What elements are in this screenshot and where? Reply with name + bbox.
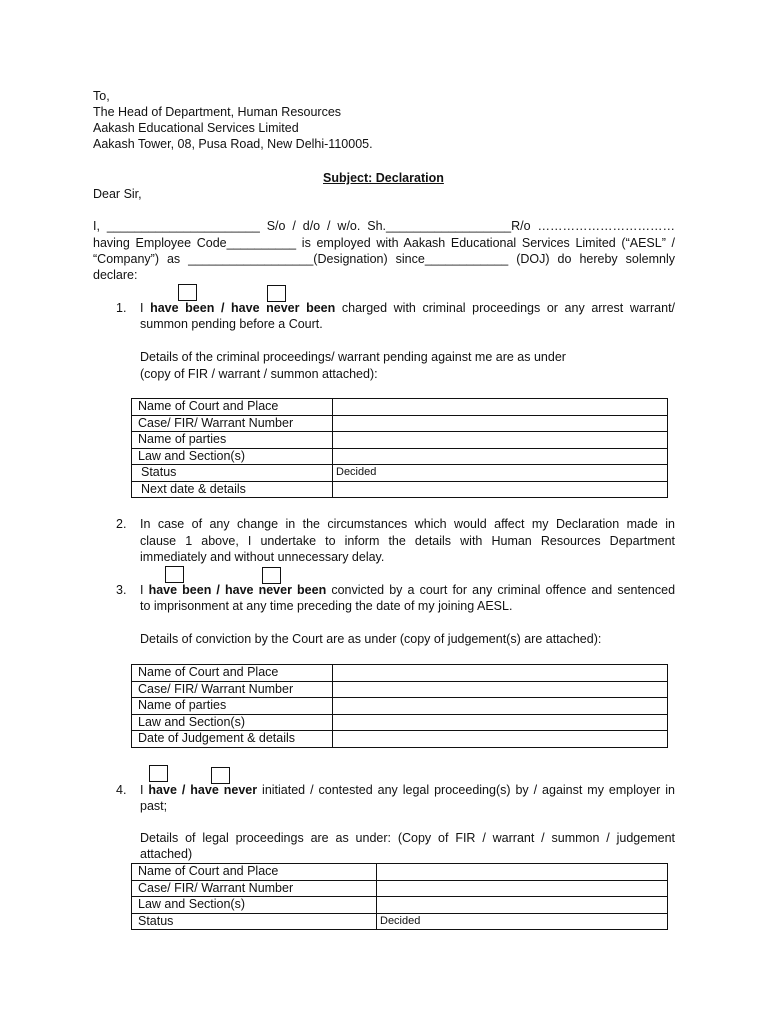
clause-1-details-1: Details of the criminal proceedings/ warrant pending against me are as under <box>140 350 566 364</box>
row-value[interactable] <box>333 665 668 682</box>
row-value[interactable] <box>333 714 668 731</box>
table-row <box>132 913 668 930</box>
checkbox-have-been-3[interactable] <box>165 566 184 583</box>
table-row <box>132 432 668 449</box>
clause-1-details-2: (copy of FIR / warrant / summon attached): <box>140 367 378 381</box>
row-label: Case/ FIR/ Warrant Number <box>132 415 333 432</box>
clause-2-line-3: immediately and without unnecessary delay. <box>140 550 385 564</box>
table-row <box>132 681 668 698</box>
criminal-proceedings-table <box>131 398 668 498</box>
checkbox-have-4[interactable] <box>149 765 168 782</box>
clause-4-details-1: Details of legal proceedings are as under: (Copy of FIR / warrant / summon / judgement <box>140 831 675 845</box>
option-have-been: have been <box>148 583 212 597</box>
table-row <box>132 448 668 465</box>
table-row <box>132 415 668 432</box>
table-row <box>132 864 668 881</box>
row-label: Name of parties <box>132 432 333 449</box>
table-row <box>132 665 668 682</box>
subject-heading: Subject: Declaration <box>323 171 444 185</box>
row-label: Name of Court and Place <box>132 399 333 416</box>
option-have-never: have never <box>190 783 258 797</box>
salutation: Dear Sir, <box>93 187 142 201</box>
clause-1-line-2: summon pending before a Court. <box>140 317 323 331</box>
row-label: Law and Section(s) <box>132 714 333 731</box>
clause-1-number: 1. <box>116 301 127 315</box>
legal-proceedings-table <box>131 863 668 930</box>
row-value[interactable] <box>377 864 668 881</box>
clause-3-line-1: I have been / have never been convicted by a court for any criminal offence and sentenced <box>140 583 676 597</box>
status-value[interactable]: Decided <box>377 913 668 930</box>
row-value[interactable] <box>333 681 668 698</box>
table-row <box>132 698 668 715</box>
row-value[interactable] <box>333 481 668 498</box>
clause-4-number: 4. <box>116 783 127 797</box>
checkbox-have-been-1[interactable] <box>178 284 197 301</box>
table-row <box>132 714 668 731</box>
row-label: Status <box>132 465 333 482</box>
row-label: Law and Section(s) <box>132 897 377 914</box>
row-label: Case/ FIR/ Warrant Number <box>132 681 333 698</box>
row-value[interactable] <box>333 448 668 465</box>
status-value[interactable]: Decided <box>333 465 668 482</box>
option-have-never-been: have never been <box>225 583 327 597</box>
row-label: Next date & details <box>132 481 333 498</box>
clause-2-number: 2. <box>116 517 127 531</box>
row-value[interactable] <box>333 432 668 449</box>
clause-3-details: Details of conviction by the Court are as under (copy of judgement(s) are attached): <box>140 632 602 646</box>
address-line-3: Aakash Tower, 08, Pusa Road, New Delhi-110005. <box>93 137 373 151</box>
clause-2-line-1: In case of any change in the circumstances which would affect my Declaration made in <box>140 517 675 531</box>
row-label: Name of Court and Place <box>132 864 377 881</box>
table-row <box>132 731 668 748</box>
clause-4-details-2: attached) <box>140 847 193 861</box>
clause-4-line-2: past; <box>140 799 168 813</box>
table-row <box>132 880 668 897</box>
row-value[interactable] <box>333 399 668 416</box>
conviction-table <box>131 664 668 748</box>
clause-4-line-1: I have / have never initiated / contested any legal proceeding(s) by / against my employer in <box>140 783 675 797</box>
clause-1-line-1: I have been / have never been charged with criminal proceedings or any arrest warrant/ <box>140 301 676 315</box>
row-value[interactable] <box>333 698 668 715</box>
intro-line-1: I, ______________________ S/o / d/o / w/o. Sh.__________________R/o …………………………… <box>93 219 675 233</box>
row-label: Date of Judgement & details <box>132 731 333 748</box>
row-label: Law and Section(s) <box>132 448 333 465</box>
address-to: To, <box>93 89 110 103</box>
clause-3-number: 3. <box>116 583 127 597</box>
row-label: Name of Court and Place <box>132 665 333 682</box>
table-row <box>132 897 668 914</box>
row-value[interactable] <box>377 897 668 914</box>
table-row <box>132 399 668 416</box>
option-have-been: have been <box>150 301 215 315</box>
intro-line-3: “Company”) as __________________(Designation) since____________ (DOJ) do hereby solemnly <box>93 252 675 266</box>
table-row <box>132 481 668 498</box>
intro-line-4: declare: <box>93 268 138 282</box>
address-line-2: Aakash Educational Services Limited <box>93 121 299 135</box>
option-have-never-been: have never been <box>231 301 336 315</box>
row-label: Status <box>132 913 377 930</box>
row-value[interactable] <box>333 731 668 748</box>
option-have: have <box>148 783 177 797</box>
row-value[interactable] <box>333 415 668 432</box>
row-value[interactable] <box>377 880 668 897</box>
table-row <box>132 465 668 482</box>
clause-2-line-2: clause 1 above, I undertake to inform the details with Human Resources Department <box>140 534 675 548</box>
row-label: Name of parties <box>132 698 333 715</box>
row-label: Case/ FIR/ Warrant Number <box>132 880 377 897</box>
address-line-1: The Head of Department, Human Resources <box>93 105 342 119</box>
intro-line-2: having Employee Code__________ is employed with Aakash Educational Services Limited (“AESL” / <box>93 236 675 250</box>
clause-3-line-2: to imprisonment at any time preceding the date of my joining AESL. <box>140 599 513 613</box>
